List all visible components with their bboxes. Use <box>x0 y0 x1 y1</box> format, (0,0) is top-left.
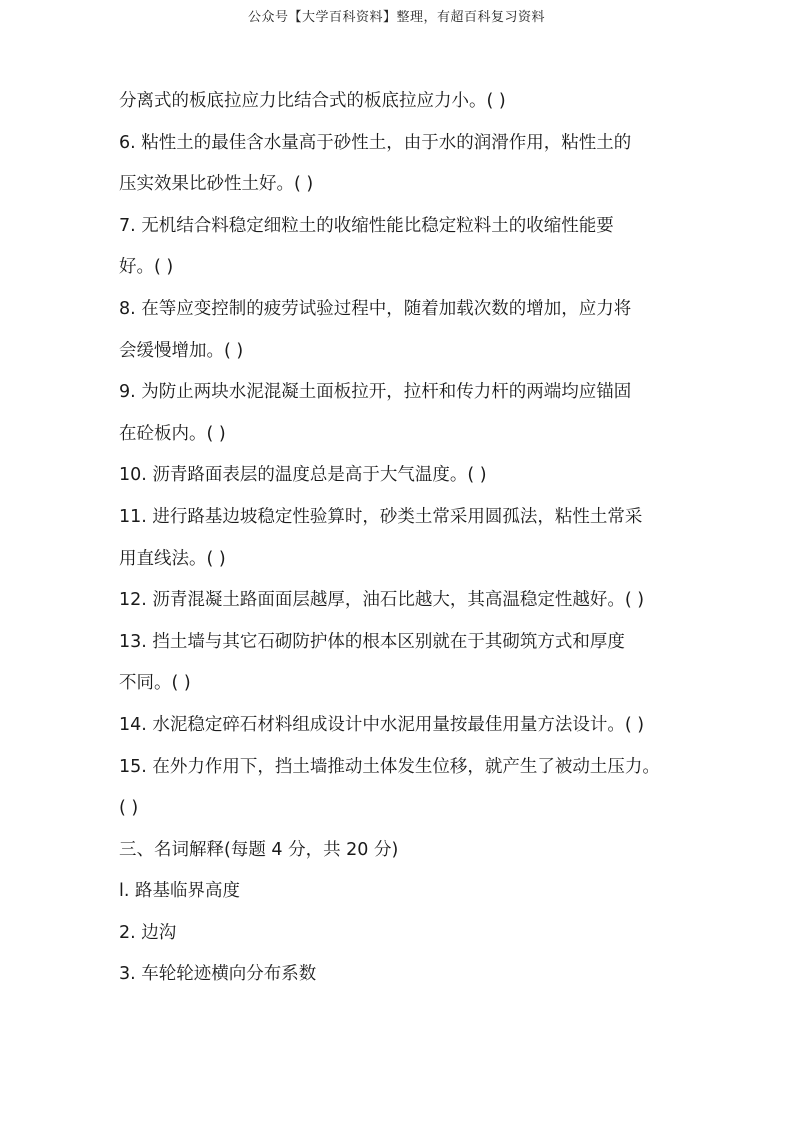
text-line: 分离式的板底拉应力比结合式的板底拉应力小。( ) <box>119 91 506 111</box>
text-line: 8. 在等应变控制的疲劳试验过程中，随着加载次数的增加，应力将 <box>119 298 632 319</box>
text-line: 压实效果比砂性土好。( ) <box>119 174 314 195</box>
text-line: 用直线法。( ) <box>119 548 226 569</box>
text-line: 9. 为防止两块水泥混凝土面板拉开，拉杆和传力杆的两端均应锚固 <box>119 382 632 403</box>
text-line: 2. 边沟 <box>119 922 177 943</box>
text-line: 10. 沥青路面表层的温度总是高于大气温度。( ) <box>119 465 487 486</box>
text-line: 11. 进行路基边坡稳定性验算时，砂类土常采用圆孤法，粘性土常采 <box>119 506 643 527</box>
text-line: 3. 车轮轮迹横向分布系数 <box>119 964 317 985</box>
page-header: 公众号【大学百科资料】整理，有超百科复习资料 <box>247 10 545 25</box>
section-heading: 三、名词解释(每题 4 分，共 20 分) <box>119 839 399 860</box>
text-line: 12. 沥青混凝土路面面层越厚，油石比越大，其高温稳定性越好。( ) <box>119 590 645 611</box>
text-line: 6. 粘性土的最佳含水量高于砂性土，由于水的润滑作用，粘性土的 <box>119 132 632 153</box>
text-line: 在砼板内。( ) <box>119 423 226 444</box>
text-line: 13. 挡土墙与其它石砌防护体的根本区别就在于其砌筑方式和厚度 <box>119 631 625 652</box>
text-line: 不同。( ) <box>119 673 191 694</box>
text-line: ( ) <box>119 798 139 819</box>
text-line: l. 路基临界高度 <box>119 881 240 902</box>
text-line: 会缓慢增加。( ) <box>119 340 244 361</box>
text-line: 14. 水泥稳定碎石材料组成设计中水泥用量按最佳用量方法设计。( ) <box>119 714 645 735</box>
text-line: 15. 在外力作用下，挡土墙推动土体发生位移，就产生了被动土压力。 <box>119 756 660 777</box>
text-line: 好。( ) <box>119 257 174 278</box>
text-line: 7. 无机结合料稳定细粒土的收缩性能比稳定粒料土的收缩性能要 <box>119 215 614 236</box>
document-body <box>119 88 689 1003</box>
